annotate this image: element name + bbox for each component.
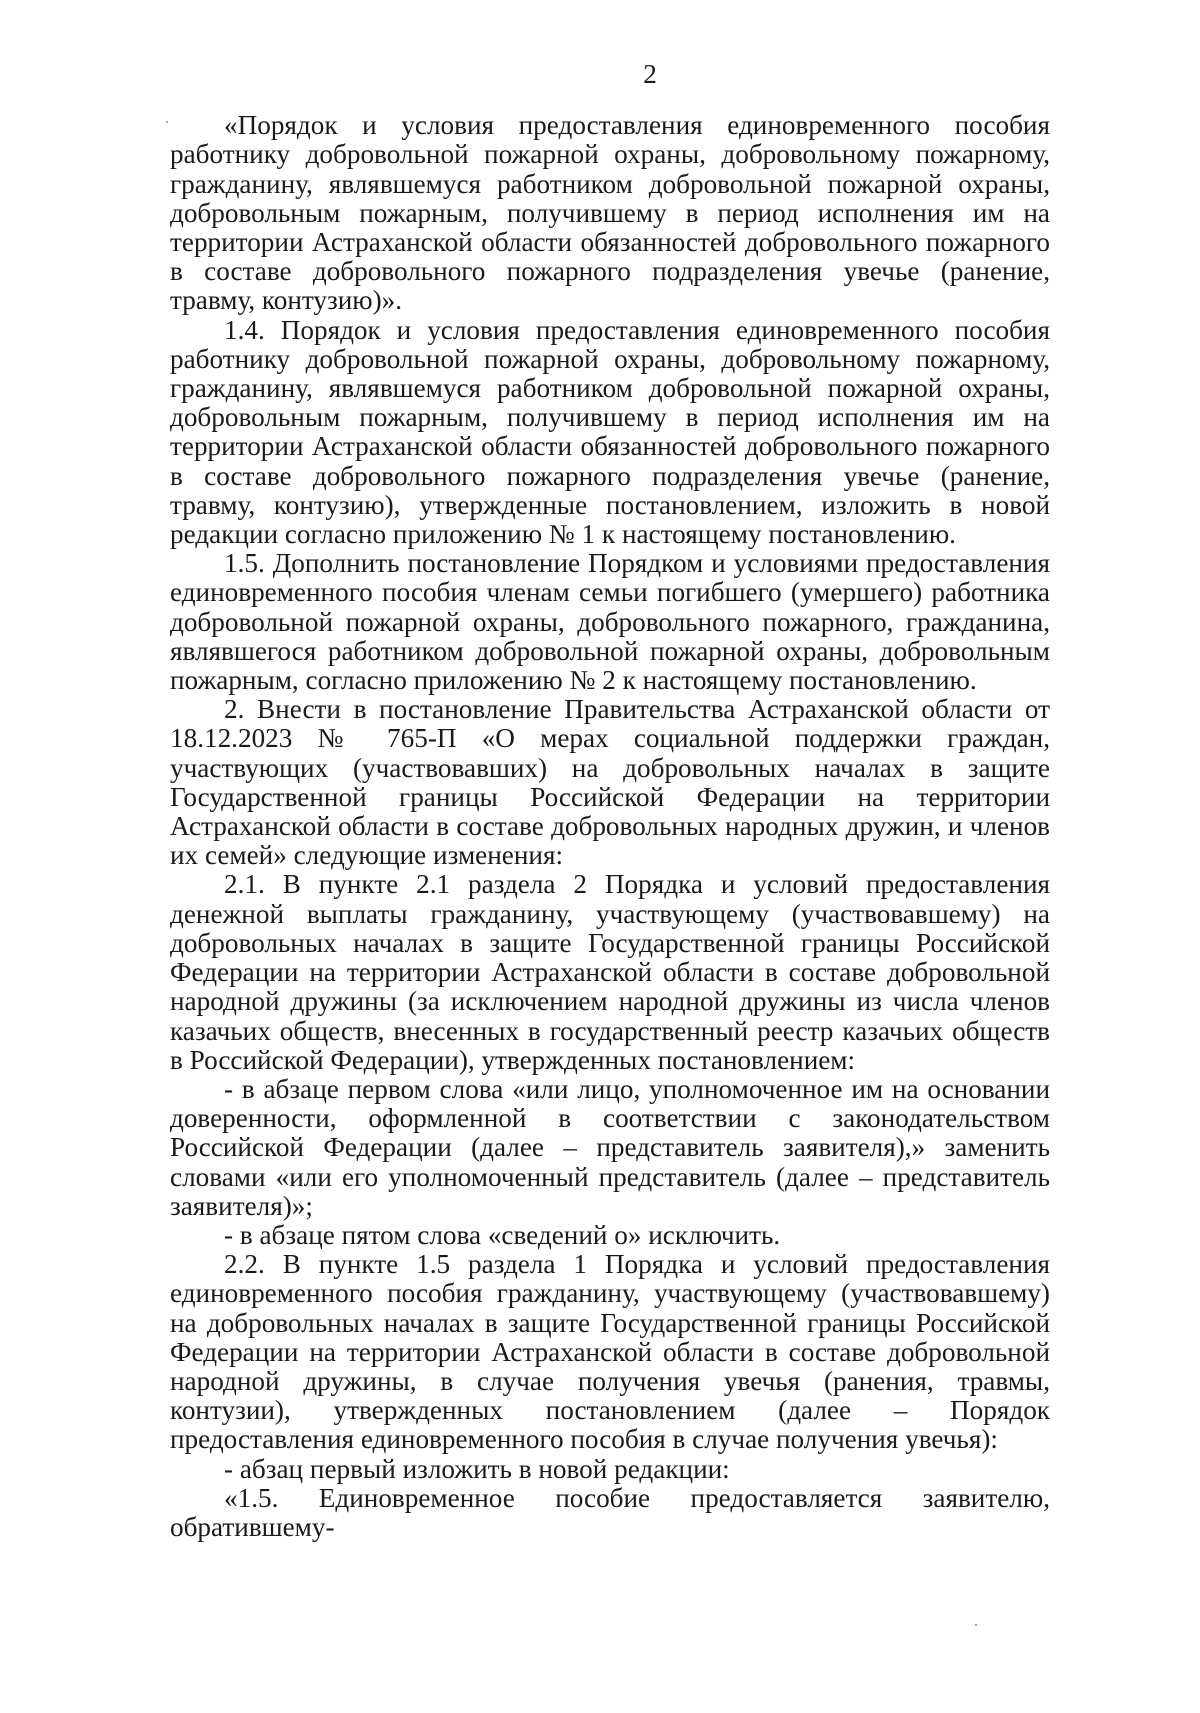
paragraph-2-1-item-2: - в абзаце пятом слова «сведений о» исключить. [224,1219,781,1250]
paragraph-1-5-quote: «1.5. Единовременное пособие предоставляется заявителю, обратившему- [170,1482,1050,1542]
paragraph-2-1: 2.1. В пункте 2.1 раздела 2 Порядка и условий предоставления денежной выплаты гражданину, участвующему (участвовавшему) на добровольных началах в защите Государственной границы Российской Федерации на территории Астраханской области в составе добровольной народной дружины (за исключением народной дружины из числа членов казачьих обществ, внесенных в государственный реестр казачьих обществ в Российской Федерации), утвержденных постановлением: [170,869,1050,1075]
paragraph-2-2-item-1: - абзац первый изложить в новой редакции: [224,1453,730,1484]
scan-speck [975,1624,977,1626]
paragraph-1-4: 1.4. Порядок и условия предоставления единовременного пособия работнику добровольной пожарной охраны, добровольному пожарному, гражданину, являвшемуся работником добровольной пожарной охраны, добровольным пожарным, получившему в период исполнения им на территории Астраханской области обязанностей добровольного пожарного в составе добровольного пожарного подразделения увечье (ранение, травму, контузию), утвержденные постановлением, изложить в новой редакции согласно приложению № 1 к настоящему постановлению. [170,314,1050,550]
scan-speck [166,121,168,123]
paragraph-2: 2. Внести в постановление Правительства Астраханской области от 18.12.2023 № 765-П «О мерах социальной поддержки граждан, участвующих (участвовавших) на добровольных началах в защите Государственной границы Российской Федерации на территории Астраханской области в составе добровольных народных дружин, и членов их семей» следующие изменения: [170,694,1050,871]
paragraph-2-1-item-1: - в абзаце первом слова «или лицо, уполномоченное им на основании доверенности, оформленной в соответствии с законодательством Российской Федерации (далее – представитель заявителя),» заменить словами «или его уполномоченный представитель (далее – представитель заявителя)»; [170,1073,1050,1221]
page-number: 2 [643,59,657,89]
paragraph-2-2: 2.2. В пункте 1.5 раздела 1 Порядка и условий предоставления единовременного пособия гражданину, участвующему (участвовавшему) на добровольных началах в защите Государственной границы Российской Федерации на территории Астраханской области в составе добровольной народной дружины, в случае получения увечья (ранения, травмы, контузии), утвержденных постановлением (далее – Порядок предоставления единовременного пособия в случае получения увечья): [170,1249,1050,1455]
paragraph-1-5: 1.5. Дополнить постановление Порядком и условиями предоставления единовременного пособия членам семьи погибшего (умершего) работника добровольной пожарной охраны, добровольного пожарного, гражданина, являвшегося работником добровольной пожарной охраны, добровольным пожарным, согласно приложению № 2 к настоящему постановлению. [170,548,1050,696]
paragraph-title-quote: «Порядок и условия предоставления единовременного пособия работнику добровольной пожарной охраны, добровольному пожарному, гражданину, являвшемуся работником добровольной пожарной охраны, добровольным пожарным, получившему в период исполнения им на территории Астраханской области обязанностей добровольного пожарного в составе добровольного пожарного подразделения увечье (ранение, травму, контузию)». [170,110,1050,316]
document-page [170,60,1050,1542]
